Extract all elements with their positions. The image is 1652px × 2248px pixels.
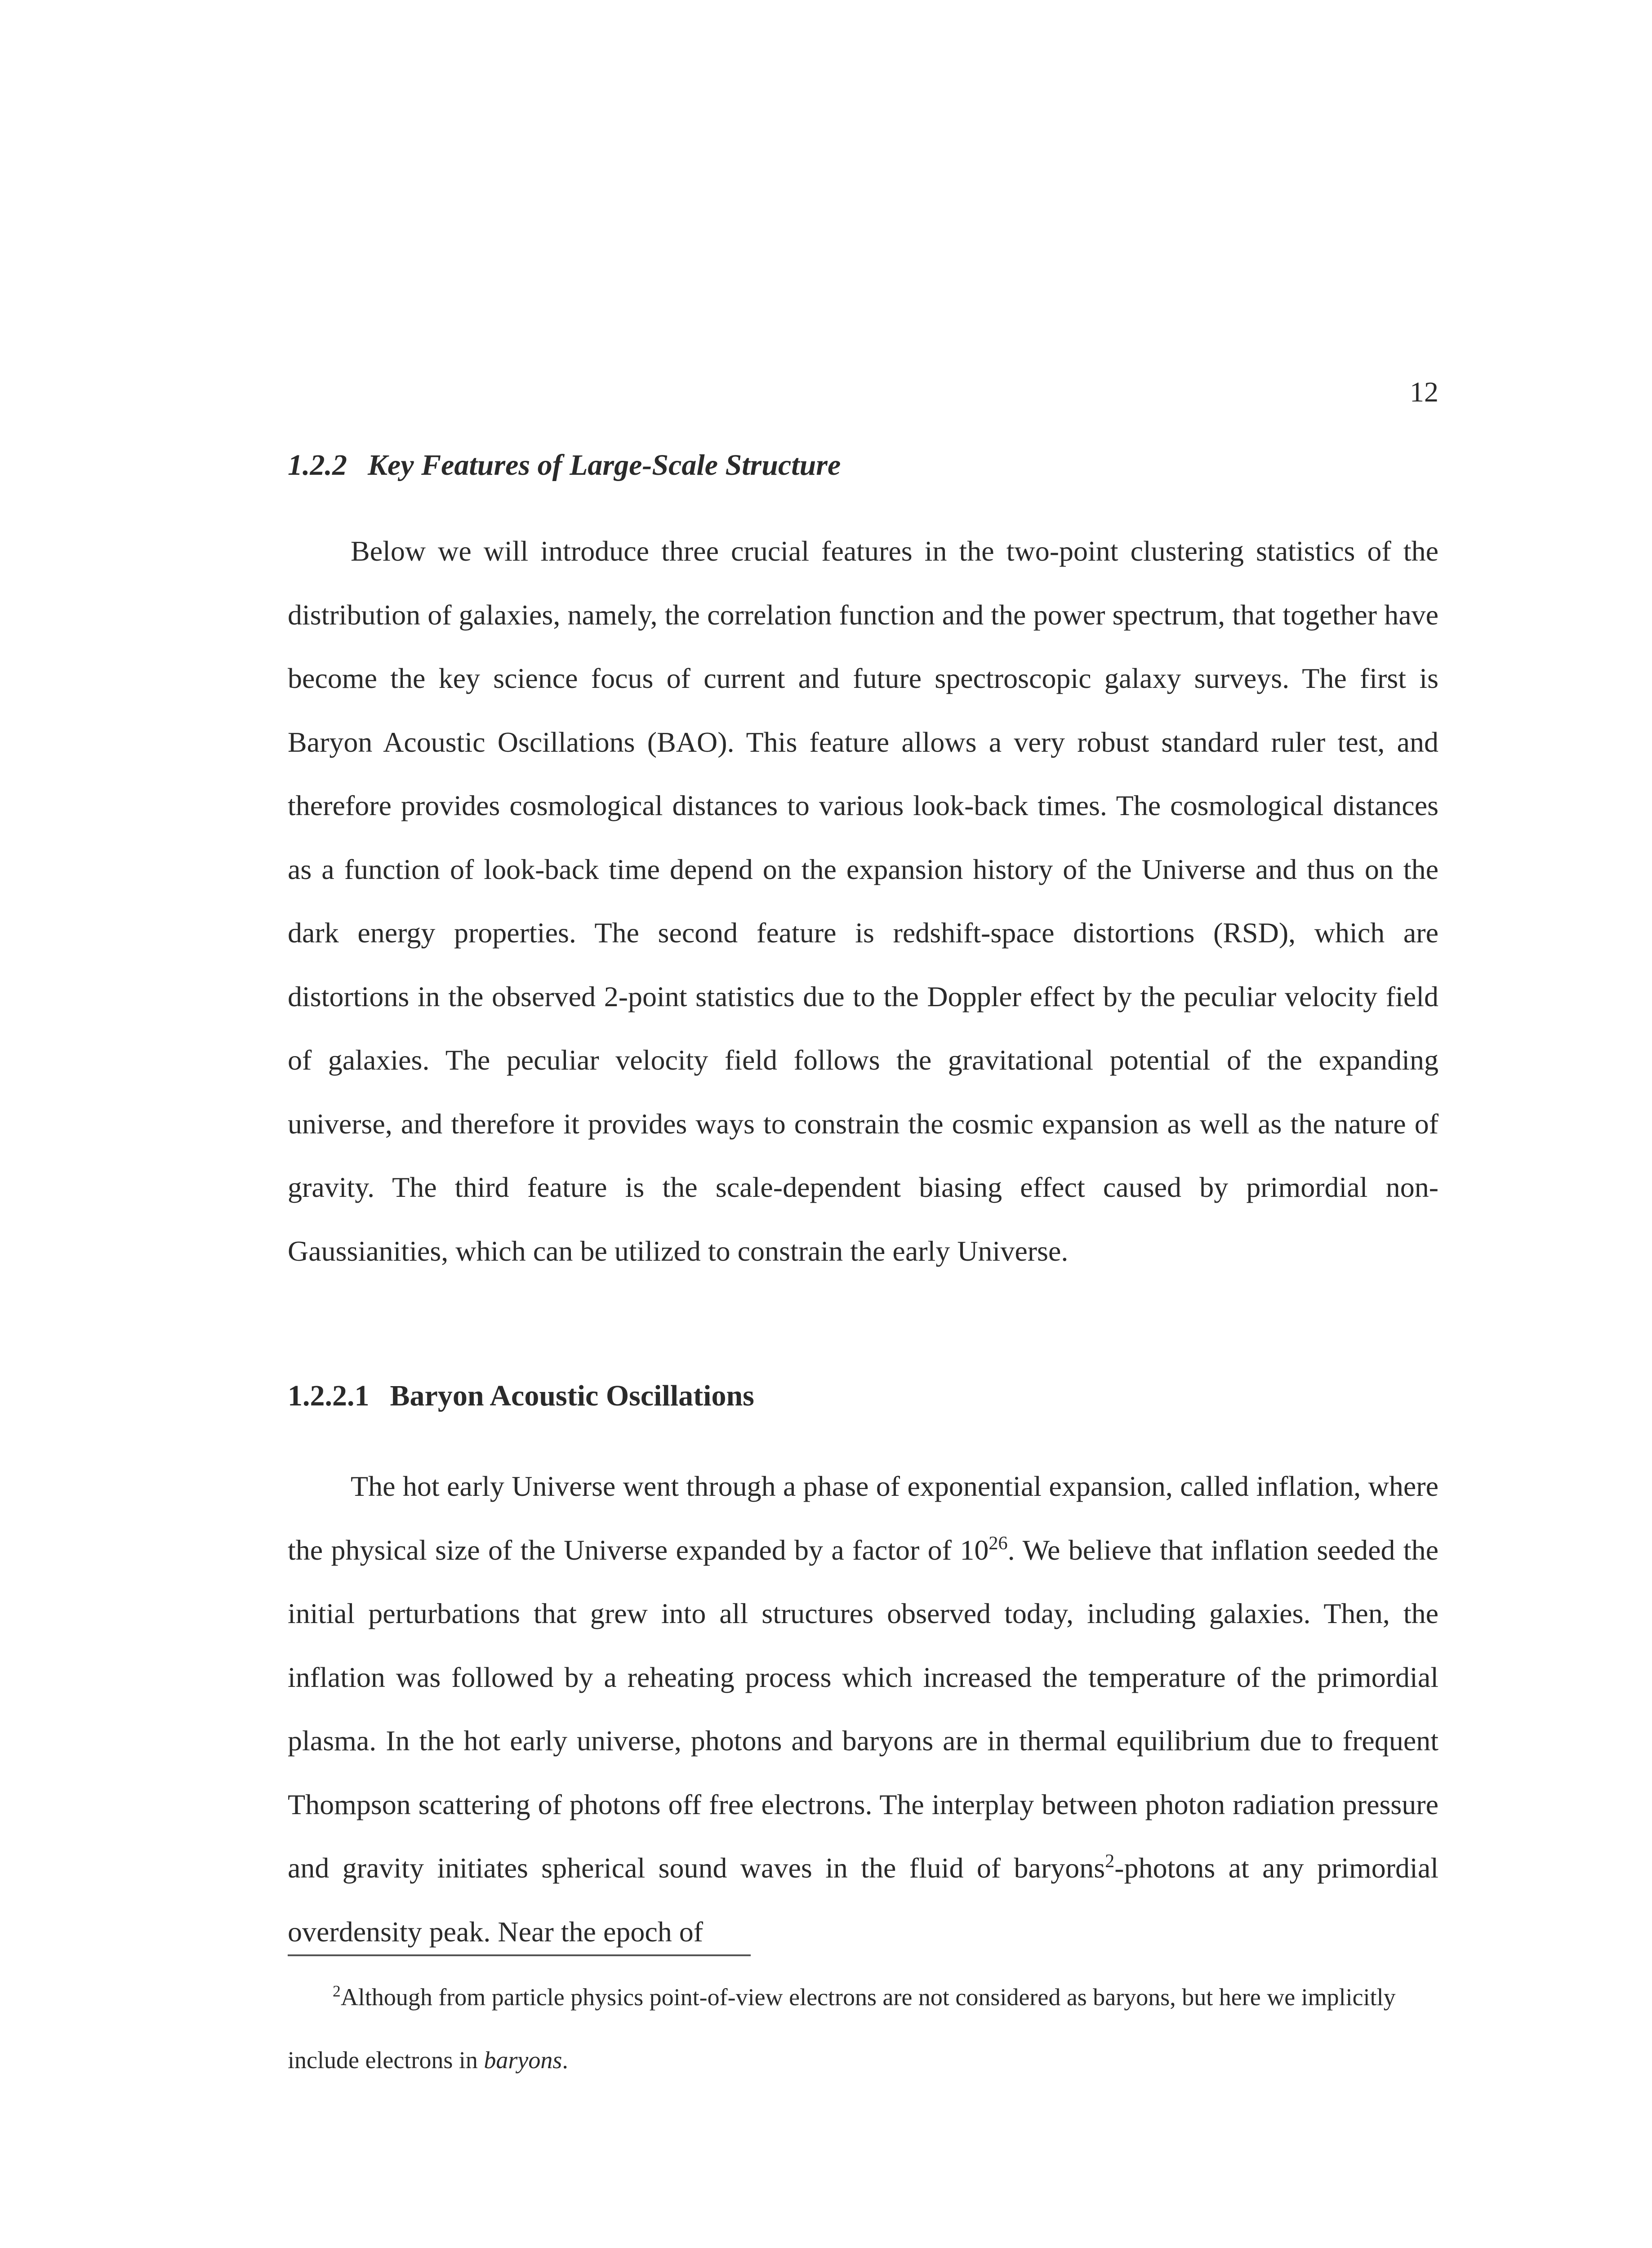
footnote-marker: 2 — [333, 1982, 341, 2000]
section-heading — [288, 445, 841, 486]
footnote-divider — [288, 1954, 751, 1956]
bao-paragraph — [288, 1454, 1438, 1963]
intro-paragraph: Below we will introduce three crucial features in the two-point clustering statistics of the distribution of galaxies, namely, the correlation function and the power spectrum, that together have become the key science focus of current and future spectroscopic galaxy surveys. The first is Baryon Acoustic Oscillations (BAO). This feature allows a very robust standard ruler test, and therefore provides cosmological distances to various look-back times. The cosmological distances as a function of look-back time depend on the expansion history of the Universe and thus on the dark energy properties. The second feature is redshift-space distortions (RSD), which are distortions in the observed 2-point statistics due to the Doppler effect by the peculiar velocity field of galaxies. The peculiar velocity field follows the gravitational potential of the expanding universe, and therefore it provides ways to constrain the cosmic expansion as well as the nature of gravity. The third feature is the scale-dependent biasing effect caused by primordial non-Gaussianities, which can be utilized to constrain the early Universe. — [288, 535, 1438, 1267]
footnote — [288, 1966, 1438, 2092]
footnote-end: . — [562, 2047, 568, 2074]
bao-text-part1: The hot early Universe went through a phase of exponential expansion, called inflation, where the physical size of the Universe expanded by a factor of 10 — [288, 1470, 1438, 1566]
bao-text-part2: . We believe that inflation seeded the initial perturbations that grew into all structures observed today, including galaxies. Then, the inflation was followed by a reheating process which increased the temperature of the primordial plasma. In the hot early universe, photons and baryons are in thermal equilibrium due to frequent Thompson scattering of photons off free electrons. The interplay between photon radiation pressure and gravity initiates spherical sound waves in the fluid of baryons — [288, 1534, 1439, 1884]
exponent: 26 — [989, 1532, 1008, 1554]
bao-text-part3: -photons at any primordial overdensity peak. Near the epoch of — [288, 1852, 1439, 1948]
footnote-text: Although from particle physics point-of-view electrons are not considered as baryons, but here we implicitly include electrons in — [288, 1984, 1396, 2074]
section-title: Key Features of Large-Scale Structure — [368, 449, 841, 482]
subsection-number: 1.2.2.1 — [288, 1379, 370, 1412]
page-number: 12 — [1410, 376, 1438, 408]
subsection-heading — [288, 1376, 754, 1416]
section-number: 1.2.2 — [288, 449, 347, 482]
subsection-title: Baryon Acoustic Oscillations — [390, 1379, 754, 1412]
footnote-reference[interactable]: 2 — [1105, 1850, 1115, 1872]
footnote-emphasis: baryons — [484, 2047, 562, 2074]
